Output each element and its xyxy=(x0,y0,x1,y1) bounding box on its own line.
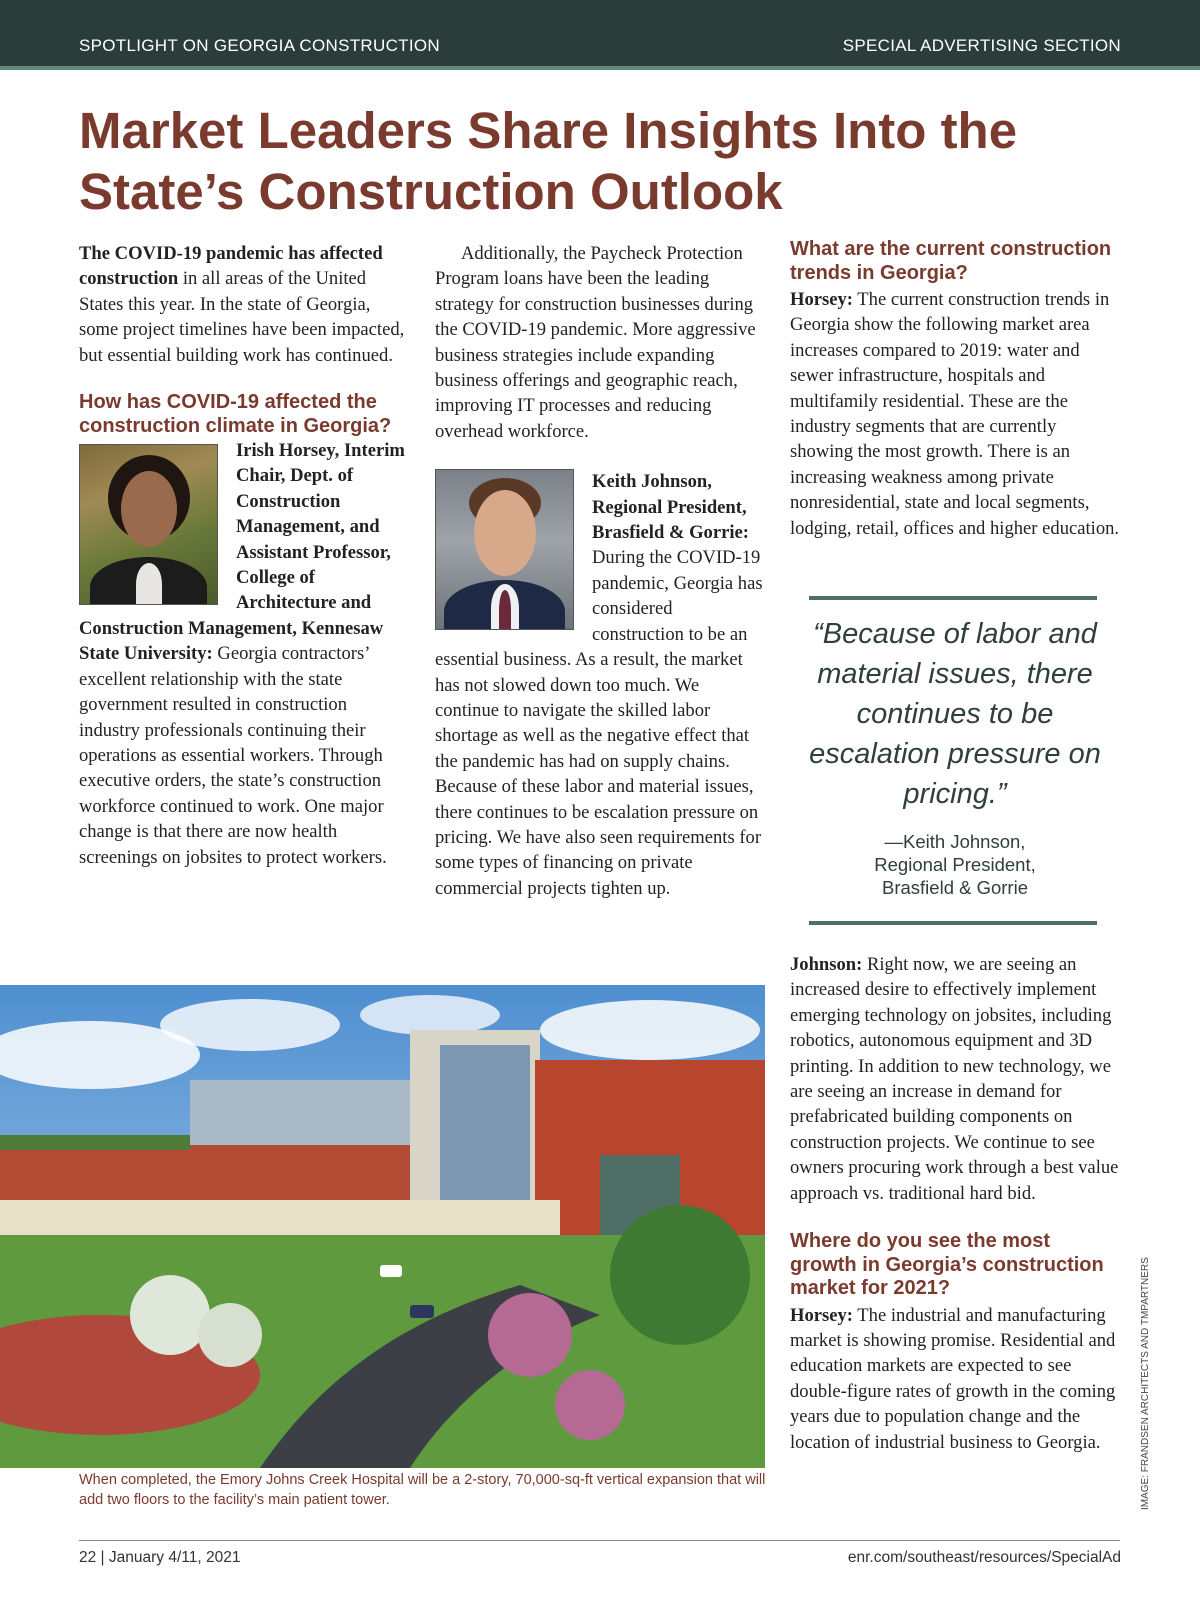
cloud xyxy=(360,995,500,1035)
question-covid-impact: How has COVID-19 affected the construction climate in Georgia? xyxy=(79,391,392,437)
page-title: Market Leaders Share Insights Into the State’s Construction Outlook xyxy=(79,102,1018,220)
flowering-tree xyxy=(555,1370,625,1440)
hospital-illustration xyxy=(0,985,765,1468)
shade-tree xyxy=(610,1205,750,1345)
pullquote-bottom-rule xyxy=(809,921,1097,925)
header-bar xyxy=(0,0,1200,66)
section-label: SPOTLIGHT ON GEORGIA CONSTRUCTION xyxy=(79,36,440,55)
horsey-portrait xyxy=(79,444,218,605)
footer-url[interactable]: enr.com/southeast/resources/SpecialAd xyxy=(847,1549,1121,1566)
horsey-label: Horsey: xyxy=(790,289,853,310)
horsey-trends-text: The current construction trends in Georgia show the following market area increases compared to 2019: water and sewer infrastructure, hospitals and multifamily residential. These are the industry segments that are currently showing the most growth. There is an increasing weakness among private nonresidential, state and local segments, lodging, retail, offices and higher education. xyxy=(790,289,1120,539)
johnson-answer-2 xyxy=(790,952,1120,1206)
intro-paragraph xyxy=(79,241,409,368)
johnson-tech-text: Right now, we are seeing an increased desire to effectively implement emerging technology on jobsites, including robotics, autonomous equipment and 3D printing. In addition to new technology, we are seeing an increase in demand for prefabricated building components on construction projects. We continue to see owners procuring work through a best value approach vs. traditional hard bid. xyxy=(790,954,1119,1204)
canopy xyxy=(0,1200,560,1235)
johnson-answer-text: During the COVID-19 pandemic, Georgia has considered construction to be an essential business. As a result, the market has not slowed down too much. We continue to navigate the skilled labor shortage as well as the negative effect that the pandemic has had on supply chains. Because of these labor and material issues, there continues to be escalation pressure on pricing. We have also seen requirements for some types of financing on private commercial projects tighten up. xyxy=(435,547,763,899)
johnson-label: Johnson: xyxy=(790,954,863,975)
car xyxy=(410,1305,434,1318)
cloud xyxy=(160,999,340,1051)
cloud xyxy=(540,1000,760,1060)
flowering-tree xyxy=(198,1303,262,1367)
pullquote-attribution xyxy=(790,830,1120,899)
attribution-company: Brasfield & Gorrie xyxy=(882,877,1028,898)
question-growth-2021: Where do you see the most growth in Georgia’s construction market for 2021? xyxy=(790,1230,1104,1300)
column-3-lower xyxy=(790,952,1120,1455)
pullquote-top-rule xyxy=(809,596,1097,600)
glass-upper-floors xyxy=(190,1080,430,1150)
portrait-collar xyxy=(136,563,162,605)
page-number-date: 22 | January 4/11, 2021 xyxy=(79,1549,241,1566)
intro-lead: The COVID-19 pandemic has affected construction xyxy=(79,243,383,290)
horsey-answer-3 xyxy=(790,1303,1120,1455)
portrait-tie xyxy=(499,590,511,630)
hospital-rendering xyxy=(0,985,765,1468)
car xyxy=(380,1265,402,1277)
attribution-name: —Keith Johnson, xyxy=(884,831,1026,852)
flowering-tree xyxy=(130,1275,210,1355)
flowering-tree xyxy=(488,1293,572,1377)
footer-rule xyxy=(79,1540,1120,1541)
johnson-portrait xyxy=(435,469,574,630)
portrait-face xyxy=(474,490,536,576)
horsey-answer-2 xyxy=(790,287,1120,541)
portrait-face xyxy=(121,471,177,547)
column-3 xyxy=(790,238,1120,541)
intro-text: in all areas of the United States this year. In the state of Georgia, some project timelines have been impacted, but essential building work has continued. xyxy=(79,268,405,366)
image-credit: IMAGE: FRANDSEN ARCHITECTS AND TMPARTNERS xyxy=(1140,1257,1151,1510)
image-caption: When completed, the Emory Johns Creek Hospital will be a 2-story, 70,000-sq-ft vertical expansion that will add two floors to the facility’s main patient tower. xyxy=(79,1472,766,1508)
pullquote: “Because of labor and material issues, there continues to be escalation pressure on pricing.” xyxy=(809,618,1101,810)
horsey-credentials: Irish Horsey, Interim Chair, Dept. of Construction Management, and Assistant Professor, College of Architecture and Construction Management, Kennesaw State University: xyxy=(79,440,405,665)
attribution-title: Regional President, xyxy=(874,854,1036,875)
column-2 xyxy=(435,241,765,901)
ppp-paragraph: Additionally, the Paycheck Protection Program loans have been the leading strategy for construction businesses during the COVID-19 pandemic. More aggressive business strategies include expanding business offerings and geographic reach, improving IT processes and reducing overhead workforce. xyxy=(435,243,756,442)
column-1 xyxy=(79,241,409,870)
question-current-trends: What are the current construction trends in Georgia? xyxy=(790,238,1112,284)
advertising-label: SPECIAL ADVERTISING SECTION xyxy=(842,36,1121,55)
horsey-label-2: Horsey: xyxy=(790,1304,853,1326)
horsey-growth-text: The industrial and manufacturing market is showing promise. Residential and education markets are expected to see double-figure rates of growth in the coming years due to population change and the location of industrial business to Georgia. xyxy=(790,1304,1116,1453)
johnson-credentials: Keith Johnson, Regional President, Brasfield & Gorrie: xyxy=(592,471,749,544)
horsey-answer-text: Georgia contractors’ excellent relationship with the state government resulted in construction industry professionals continuing their operations as essential workers. Through executive orders, the state’s construction workforce continued to work. One major change is that there are now health screenings on jobsites to protect workers. xyxy=(79,643,387,868)
header-accent-rule xyxy=(0,66,1200,70)
